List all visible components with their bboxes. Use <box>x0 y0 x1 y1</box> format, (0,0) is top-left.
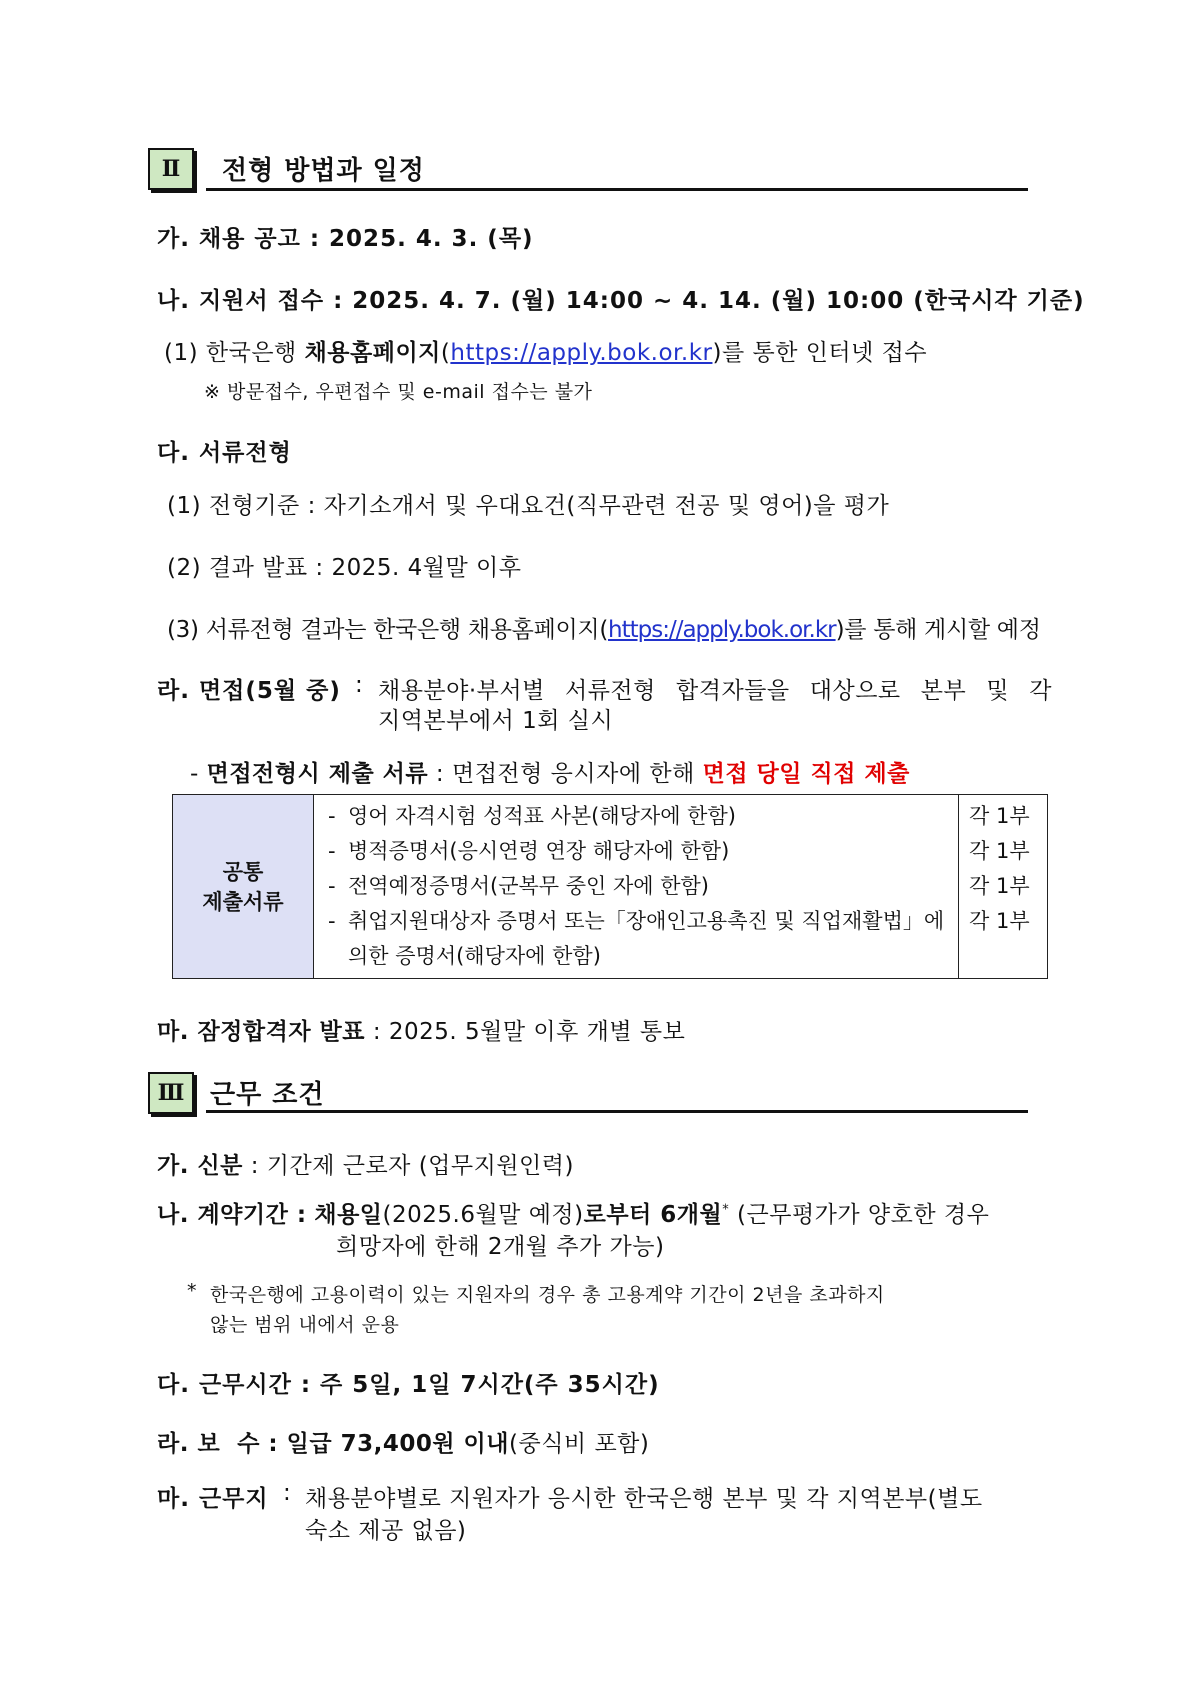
section-3-number-box <box>148 1072 194 1114</box>
s2-c-item1: (1) 전형기준 : 자기소개서 및 우대요건(직무관련 전공 및 영어)을 평가 <box>167 493 890 519</box>
s2-c-item3 <box>167 611 1041 644</box>
document-row <box>328 904 954 974</box>
text: : 2025. 5월말 이후 개별 통보 <box>372 1019 686 1045</box>
s2-b-application-period: 나. 지원서 접수 : 2025. 4. 7. (월) 14:00 ~ 4. 14. (월) 10:00 (한국시각 기준) <box>157 288 1085 314</box>
section-2-underline <box>206 188 1028 191</box>
document-row <box>328 834 954 869</box>
document-row <box>328 799 954 834</box>
document-count: 각 1부 <box>969 909 1030 933</box>
section-3-title: 근무 조건 <box>210 1080 325 1110</box>
bold-text: 로부터 6개월 <box>583 1202 723 1228</box>
item-text: (3) 서류전형 결과는 한국은행 채용홈페이지( <box>167 617 609 643</box>
bold-text: 채용일 <box>314 1202 383 1228</box>
s3-e-line1: 채용분야별로 지원자가 응시한 한국은행 본부 및 각 지역본부(별도 <box>305 1486 983 1512</box>
s2-e-provisional-announcement <box>157 1013 685 1046</box>
document-count: 각 1부 <box>969 874 1030 898</box>
s3-b-line2: 희망자에 한해 2개월 추가 가능) <box>336 1234 665 1260</box>
item-text-tail: )를 통한 인터넷 접수 <box>712 340 928 366</box>
docs-highlight: 면접 당일 직접 제출 <box>702 761 910 787</box>
s2-d-line1 <box>378 672 1052 705</box>
document-text: 영어 자격시험 성적표 사본(해당자에 한함) <box>348 804 736 828</box>
docs-label: 면접전형시 제출 서류 <box>206 761 429 787</box>
label: 마. 잠정합격자 발표 <box>157 1019 365 1045</box>
s2-b-item1 <box>164 334 927 367</box>
s2-c-document-screening: 다. 서류전형 <box>157 440 292 466</box>
section-2-number-box <box>148 148 194 190</box>
label: 나. 계약기간 : <box>157 1202 307 1228</box>
label: 라. 보 수 : 일급 73,400원 이내 <box>157 1431 509 1457</box>
s3-e-line2: 숙소 제공 없음) <box>305 1518 467 1544</box>
section-2-number: Ⅱ <box>161 156 181 182</box>
recruit-homepage-label: 채용홈페이지 <box>304 340 441 366</box>
s3-a-status <box>157 1147 574 1180</box>
document-count: 각 1부 <box>969 804 1030 828</box>
section-2-title: 전형 방법과 일정 <box>222 156 425 186</box>
interview-desc-1: 채용분야·부서별 서류전형 합격자들을 대상으로 본부 및 각 <box>378 678 1052 704</box>
item-text: 한국은행 <box>205 340 297 366</box>
s2-c-item2: (2) 결과 발표 : 2025. 4월말 이후 <box>167 555 522 581</box>
text: (2025.6월말 예정) <box>382 1202 584 1228</box>
dash: - <box>328 874 336 898</box>
document-text: 병적증명서(응시연령 연장 해당자에 한함) <box>348 839 730 863</box>
item-number: (1) <box>164 340 199 366</box>
s3-b-note-line1: 한국은행에 고용이력이 있는 지원자의 경우 총 고용계약 기간이 2년을 초과하지 <box>210 1284 885 1306</box>
apply-site-link[interactable]: https://apply.bok.or.kr <box>450 340 713 366</box>
s3-b-contract-period <box>157 1196 989 1229</box>
s2-d-colon: : <box>355 672 364 698</box>
s3-b-note-line2: 않는 범위 내에서 운용 <box>210 1314 400 1336</box>
section-3-number: Ⅲ <box>157 1080 185 1106</box>
label-line-2: 제출서류 <box>202 889 284 914</box>
document-text: 취업지원대상자 증명서 또는「장애인고용촉진 및 직업재활법」에 의한 증명서(해당자에 한함) <box>348 909 945 968</box>
apply-site-link-2[interactable]: https://apply.bok.or.kr <box>608 617 836 643</box>
document-text: 전역예정증명서(군복무 중인 자에 한함) <box>348 874 709 898</box>
section-3-underline <box>206 1110 1028 1113</box>
dash: - <box>328 909 336 933</box>
documents-table <box>172 794 1048 979</box>
documents-counts <box>959 795 1048 979</box>
docs-text: : 면접전형 응시자에 한해 <box>435 761 695 787</box>
label-line-1: 공통 <box>222 859 264 884</box>
s3-b-note-mark: * <box>187 1280 197 1302</box>
s3-e-colon: : <box>283 1480 292 1506</box>
dash: - <box>328 804 336 828</box>
dash: - <box>328 839 336 863</box>
documents-items <box>314 795 959 979</box>
s2-b-note: ※ 방문접수, 우편접수 및 e-mail 접수는 불가 <box>204 381 593 403</box>
document-row <box>328 869 954 904</box>
document-count: 각 1부 <box>969 839 1030 863</box>
text: (중식비 포함) <box>509 1431 650 1457</box>
s3-c-work-hours: 다. 근무시간 : 주 5일, 1일 7시간(주 35시간) <box>157 1372 660 1398</box>
text: : 기간제 근로자 (업무지원인력) <box>250 1153 574 1179</box>
s2-a-schedule: 가. 채용 공고 : 2025. 4. 3. (목) <box>157 226 534 252</box>
text: (근무평가가 양호한 경우 <box>737 1202 990 1228</box>
documents-table-label <box>173 795 314 979</box>
s2-d-interview-label: 라. 면접(5월 중) <box>157 678 341 704</box>
s3-d-pay <box>157 1425 649 1458</box>
s2-d-docs-line <box>190 755 910 788</box>
label: 가. 신분 <box>157 1153 243 1179</box>
s2-d-line2: 지역본부에서 1회 실시 <box>378 708 614 734</box>
footnote-mark: * <box>722 1202 730 1218</box>
s3-e-workplace-label: 마. 근무지 <box>157 1486 269 1512</box>
paren-open: ( <box>440 340 451 366</box>
dash: - <box>190 761 199 787</box>
item-text-tail: )를 통해 게시할 예정 <box>835 617 1041 643</box>
